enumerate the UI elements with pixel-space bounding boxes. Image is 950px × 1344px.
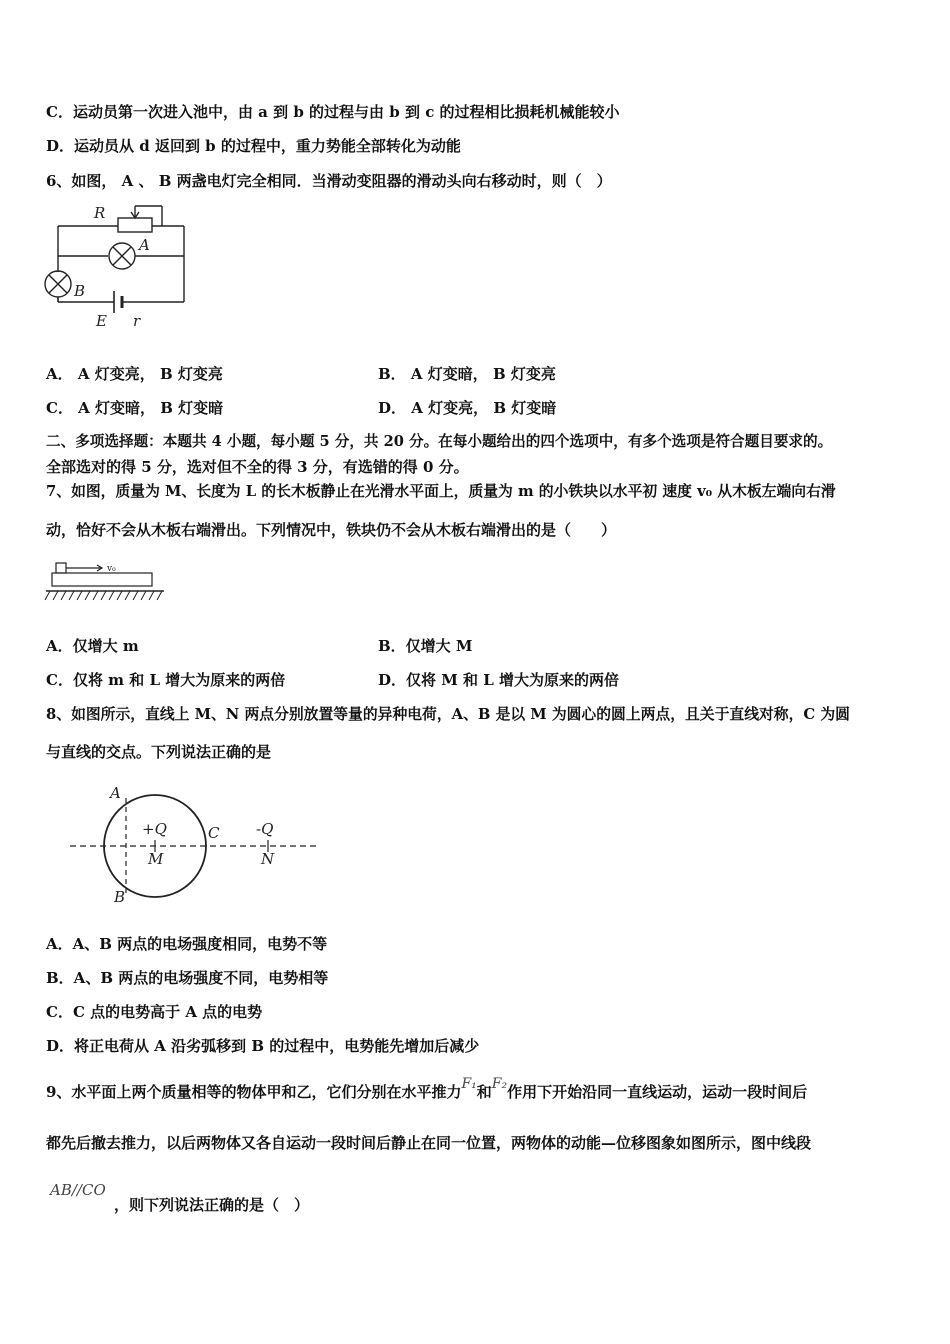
q9-stem-part2: 作用下开始沿同一直线运动，运动一段时间后 [507,1083,808,1101]
q9-stem-line1 [46,1076,808,1103]
label-v0: v₀ [107,564,116,574]
q8-option-c: C．C 点的电势高于 A 点的电势 [46,1003,263,1021]
q6-option-c: C． A 灯变暗， B 灯变暗 [46,399,224,417]
q8-charges-figure [66,780,322,908]
q6-stem: 6、如图， A 、 B 两盏电灯完全相同．当滑动变阻器的滑动头向右移动时，则（ ） [46,172,612,190]
label-A: A [139,236,150,254]
q8-stem-line2: 与直线的交点。下列说法正确的是 [46,743,272,761]
section-2-header-line1: 二、多项选择题：本题共 4 小题，每小题 5 分，共 20 分。在每小题给出的四个选项中，有多个选项是符合题目要求的。 [46,433,833,450]
label-plus-Q: +Q [142,820,167,838]
q7-option-b: B．仅增大 M [378,637,473,655]
q7-stem-line2: 动，恰好不会从木板右端滑出。下列情况中，铁块仍不会从木板右端滑出的是（ ） [46,521,617,539]
label-A: A [110,784,121,802]
q7-option-d: D．仅将 M 和 L 增大为原来的两倍 [378,671,620,689]
q6-option-a: A． A 灯变亮， B 灯变亮 [46,365,223,383]
section-2-header-line2: 全部选对的得 5 分，选对但不全的得 3 分，有选错的得 0 分。 [46,458,469,476]
label-minus-Q: -Q [256,820,274,838]
q8-stem-line1: 8、如图所示，直线上 M、N 两点分别放置等量的异种电荷，A、B 是以 M 为圆心的圆上两点，且关于直线对称，C 为圆 [46,706,850,723]
label-B: B [74,282,86,300]
q5-option-c: C．运动员第一次进入池中，由 a 到 b 的过程与由 b 到 c 的过程相比损耗机械能较小 [46,103,620,121]
q6-option-d: D． A 灯变亮， B 灯变暗 [378,399,557,417]
label-r: r [133,312,141,330]
q9-condition: AB//CO [50,1181,106,1199]
q8-option-d: D．将正电荷从 A 沿劣弧移到 B 的过程中，电势能先增加后减少 [46,1037,480,1055]
label-B: B [114,888,126,906]
q7-board-figure [44,558,168,608]
long-board [52,573,152,586]
q8-option-a: A．A、B 两点的电场强度相同，电势不等 [46,935,328,953]
q9-stem-part1: 9、水平面上两个质量相等的物体甲和乙，它们分别在水平推力 [46,1083,462,1101]
label-N: N [261,850,275,868]
label-C: C [208,824,220,842]
q9-stem-line2: 都先后撤去推力，以后两物体又各自运动一段时间后静止在同一位置，两物体的动能—位移图象如图所示，图中线段 [46,1134,812,1152]
q7-stem-line1: 7、如图，质量为 M、长度为 L 的长木板静止在光滑水平面上，质量为 m 的小铁块以水平初 速度 v₀ 从木板左端向右滑 [46,483,836,500]
q9-stem-line3: ，则下列说法正确的是（ ） [114,1196,310,1214]
force-F2: F₂ [491,1076,508,1092]
q6-circuit-figure [40,198,200,336]
q7-option-c: C．仅将 m 和 L 增大为原来的两倍 [46,671,286,689]
label-R: R [94,204,106,222]
q6-option-b: B． A 灯变暗， B 灯变亮 [378,365,556,383]
label-M: M [148,850,164,868]
iron-block [56,563,66,573]
q5-option-d: D．运动员从 d 返回到 b 的过程中，重力势能全部转化为动能 [46,137,461,155]
rheostat-R [118,218,152,232]
force-F1: F₁ [461,1076,477,1092]
label-E: E [96,312,107,330]
q7-option-a: A．仅增大 m [46,637,139,655]
q8-option-b: B．A、B 两点的电场强度不同，电势相等 [46,969,329,987]
q9-and: 和 [476,1083,492,1101]
